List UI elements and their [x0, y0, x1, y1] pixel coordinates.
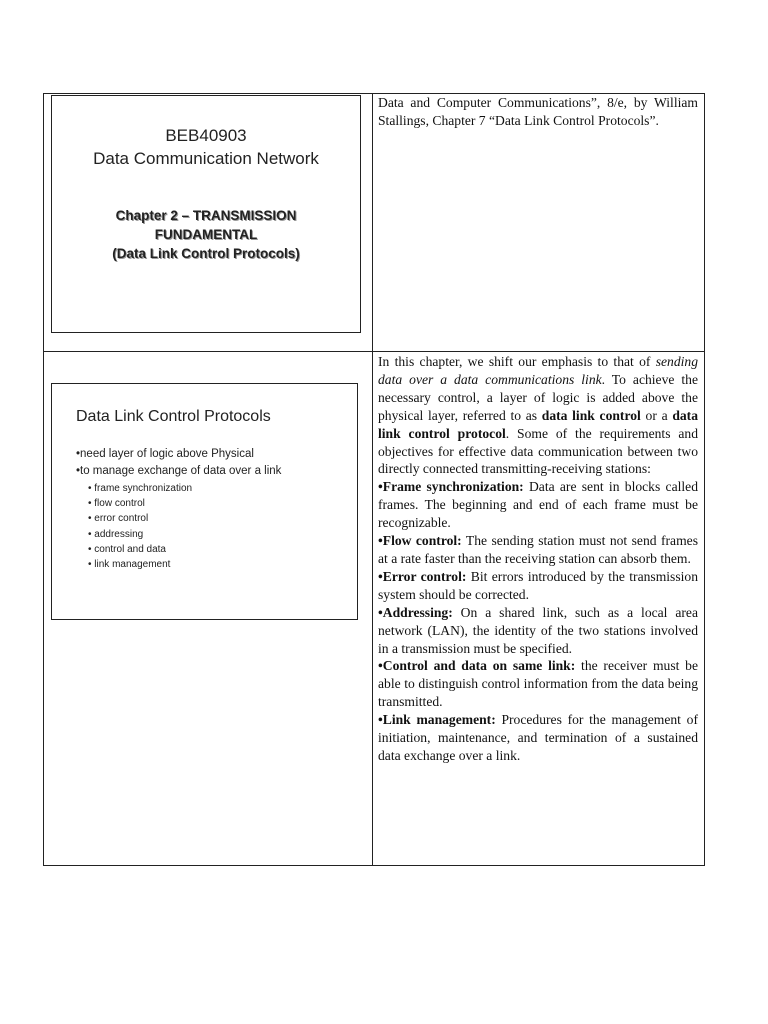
- bullet-item: •to manage exchange of data over a link: [76, 465, 282, 477]
- note-term: •Addressing:: [378, 604, 453, 620]
- slide-1-notes: [378, 94, 698, 130]
- note-item: [378, 532, 698, 568]
- note-desc: Procedures for the management of initiation, maintenance, and termination of a sustained data exchange over a link.: [378, 712, 698, 763]
- note-desc: the receiver must be able to distinguish control information from the data being transmitted.: [378, 658, 698, 710]
- chapter-heading: [52, 206, 360, 263]
- sub-bullet-item: • addressing: [88, 528, 144, 540]
- course-code: BEB40903: [165, 126, 247, 145]
- slide-title: Data Link Control Protocols: [76, 408, 271, 425]
- sub-bullet-item: • link management: [88, 559, 171, 571]
- note-item: [378, 711, 698, 765]
- note-item: [378, 657, 698, 711]
- note-term: •Flow control:: [378, 533, 462, 549]
- note-term: •Error control:: [378, 568, 467, 584]
- intro-text: In this chapter, we shift our emphasis to that of: [378, 354, 656, 369]
- note-desc: Data are sent in blocks called frames. The beginning and end of each frame must be recognizable.: [378, 479, 698, 531]
- slide-thumbnail-1: [51, 95, 361, 333]
- note-desc: On a shared link, such as a local area network (LAN), the identity of the two stations involved in a transmission must be specified.: [378, 604, 698, 656]
- intro-text: or a: [640, 407, 673, 423]
- bullet-item: •need layer of logic above Physical: [76, 448, 254, 460]
- intro-text: . Some of the requirements and objectives for effective data communication between two directly connected transmitting-receiving stations:: [378, 425, 698, 477]
- slide-2-notes: [378, 353, 698, 765]
- sub-bullet-item: • flow control: [88, 498, 145, 510]
- notes-intro: [378, 353, 698, 478]
- chapter-line-3: (Data Link Control Protocols): [112, 246, 300, 261]
- sub-bullet-item: • control and data: [88, 543, 166, 555]
- notes-1-text: Data and Computer Communications”, 8/e, by William Stallings, Chapter 7 “Data Link Control Protocols”.: [378, 95, 698, 128]
- note-item: [378, 604, 698, 658]
- note-term: •Link management:: [378, 712, 496, 728]
- chapter-line-2: FUNDAMENTAL: [154, 227, 258, 242]
- sub-bullet-list: [88, 481, 192, 572]
- intro-bold: data link control: [541, 407, 641, 423]
- note-term: •Control and data on same link:: [378, 658, 576, 674]
- row-divider: [43, 351, 705, 352]
- note-term: •Frame synchronization:: [378, 479, 524, 495]
- course-name: Data Communication Network: [93, 149, 319, 168]
- sub-bullet-item: • error control: [88, 513, 149, 525]
- sub-bullet-item: • frame synchronization: [88, 483, 193, 494]
- chapter-line-1: Chapter 2 – TRANSMISSION: [115, 208, 297, 223]
- intro-bold: data link control protocol: [378, 407, 698, 441]
- note-item: [378, 478, 698, 532]
- intro-text: . To achieve the necessary control, a layer of logic is added above the physical layer, referred to as: [378, 371, 698, 423]
- note-desc: Bit errors introduced by the transmission system should be corrected.: [378, 568, 698, 602]
- bullet-list: [76, 446, 281, 480]
- note-item: [378, 568, 698, 604]
- intro-italic: sending data over a data communications link: [378, 354, 698, 387]
- slide-thumbnail-2: [51, 383, 358, 620]
- column-divider: [372, 93, 373, 866]
- note-desc: The sending station must not send frames at a rate faster than the receiving station can absorb them.: [378, 533, 698, 566]
